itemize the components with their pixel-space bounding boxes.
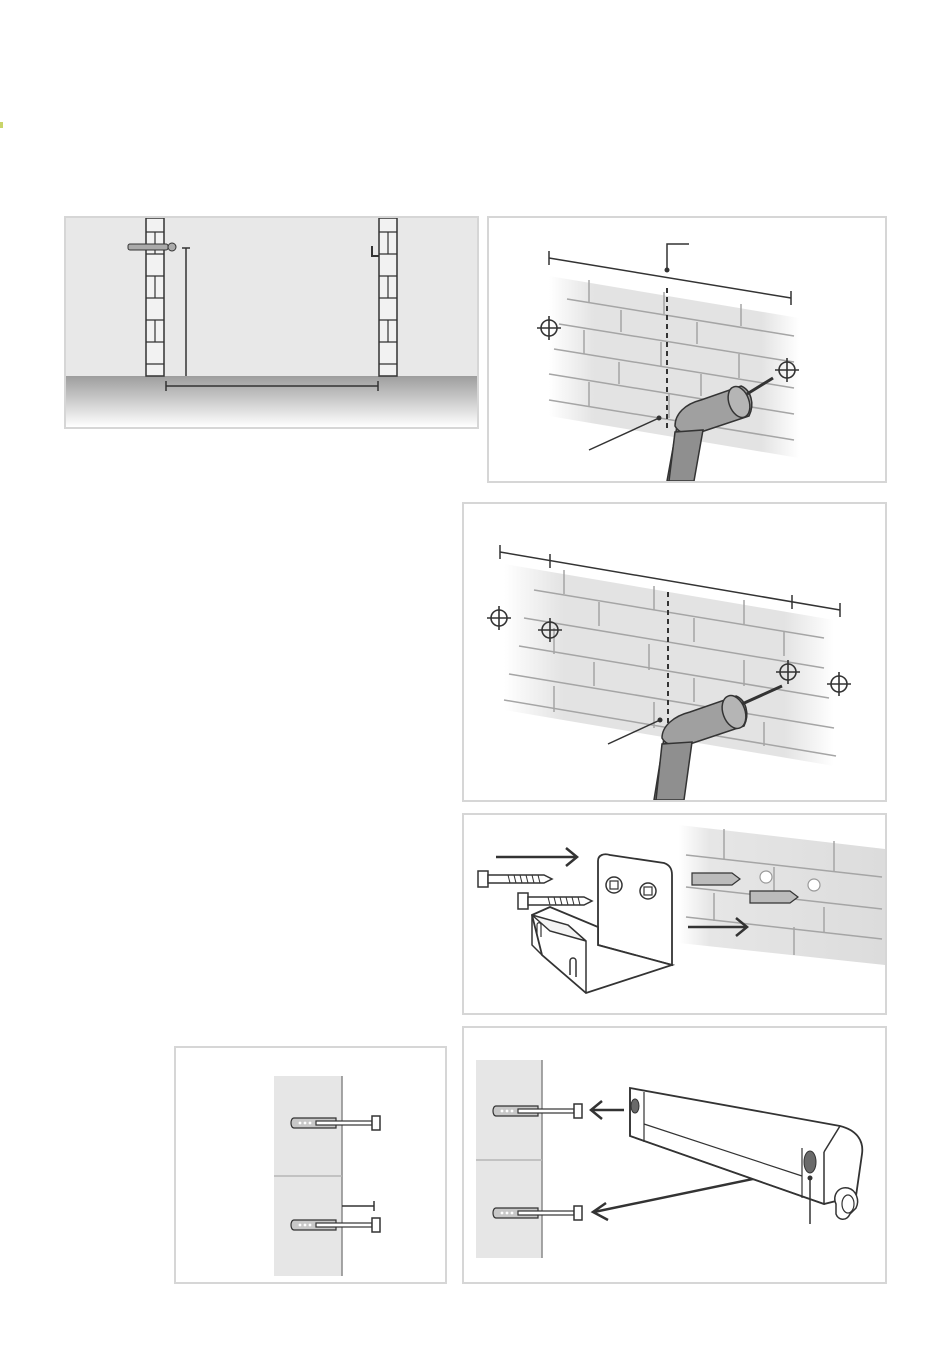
screw-icon: [518, 893, 592, 909]
right-wall-column: [379, 218, 397, 376]
panel-drill-two-holes: [487, 216, 887, 483]
screw-icon: [478, 871, 552, 887]
drill-two-holes-illustration: [489, 218, 885, 481]
bracket-screws-illustration: [464, 815, 885, 1013]
screw-protrusion-illustration: [176, 1048, 445, 1282]
bracket-icon: [532, 854, 672, 993]
panel-drill-four-holes: [462, 502, 887, 802]
housing-icon: [630, 1088, 862, 1219]
keyhole-icon: [631, 1099, 639, 1113]
margin-marker: [0, 122, 3, 128]
protrusion-dimension: [342, 1201, 374, 1211]
left-wall-column: [146, 218, 164, 376]
hang-unit-illustration: [464, 1028, 885, 1282]
wall-plug-icon: [128, 243, 176, 251]
arrow-icon: [496, 848, 577, 866]
panel-hang-unit: [462, 1026, 887, 1284]
panel-bracket-screws: [462, 813, 887, 1015]
panel-clearance: [64, 216, 479, 429]
drill-four-holes-illustration: [464, 504, 885, 800]
clearance-illustration: [66, 218, 477, 427]
keyhole-icon: [804, 1151, 816, 1173]
arrow-icon: [591, 1101, 624, 1119]
panel-screw-protrusion: [174, 1046, 447, 1284]
